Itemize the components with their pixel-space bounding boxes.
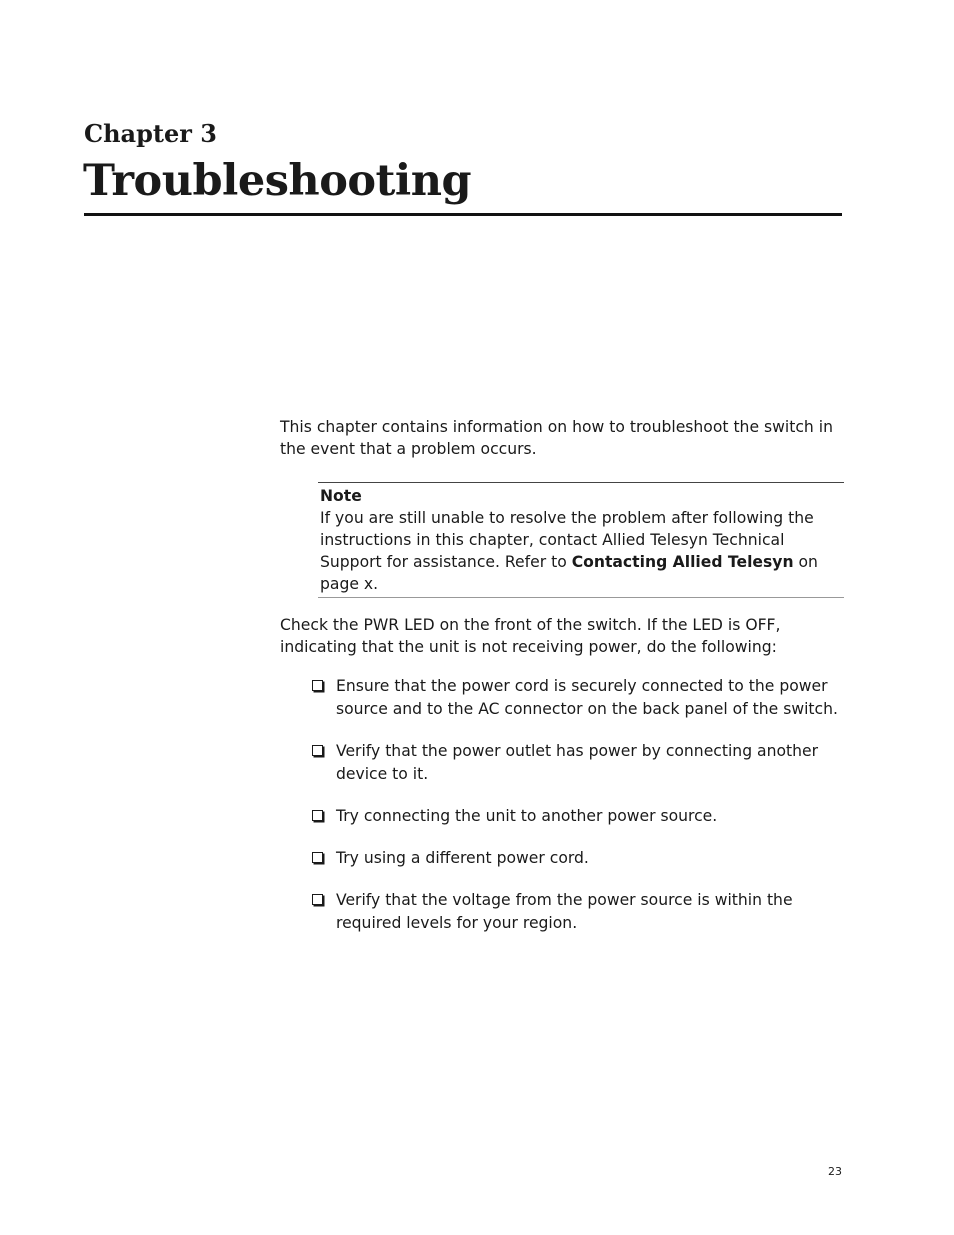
page-number: 23	[828, 1165, 842, 1178]
checklist-item-text: Try connecting the unit to another power source.	[336, 807, 718, 825]
chapter-label: Chapter 3	[84, 119, 217, 148]
checkbox-icon	[312, 810, 323, 821]
title-rule	[84, 213, 842, 216]
note-heading: Note	[320, 487, 362, 505]
checklist-item-text: Ensure that the power cord is securely connected to the power source and to the AC connector on the back panel of the switch.	[336, 677, 838, 718]
intro-paragraph: This chapter contains information on how to troubleshoot the switch in the event that a problem occurs.	[280, 418, 833, 458]
check-led-paragraph: Check the PWR LED on the front of the switch. If the LED is OFF, indicating that the unit is not receiving power, do the following:	[280, 616, 781, 656]
note-body	[320, 507, 844, 595]
chapter-title: Troubleshooting	[83, 156, 472, 206]
checkbox-icon	[312, 852, 323, 863]
note-text: If you are still unable to resolve the problem after following the instructions in this chapter, contact Allied Telesyn Technical Support for assistance. Refer to	[320, 509, 814, 571]
checklist-item-text: Verify that the voltage from the power source is within the required levels for your region.	[336, 891, 793, 932]
note-reference: Contacting Allied Telesyn	[571, 553, 794, 571]
checklist-item	[311, 889, 851, 935]
checklist-item	[311, 847, 851, 870]
note-box	[318, 482, 844, 598]
checkbox-icon	[312, 745, 323, 756]
checklist-item-text: Try using a different power cord.	[336, 849, 589, 867]
checkbox-icon	[312, 894, 323, 905]
checklist-item-text: Verify that the power outlet has power by connecting another device to it.	[336, 742, 819, 783]
note-text-end: on page x.	[320, 553, 818, 593]
checklist-item	[311, 805, 851, 828]
checkbox-icon	[312, 680, 323, 691]
checklist-item	[311, 675, 851, 721]
troubleshooting-checklist	[311, 675, 851, 954]
checklist-item	[311, 740, 851, 786]
